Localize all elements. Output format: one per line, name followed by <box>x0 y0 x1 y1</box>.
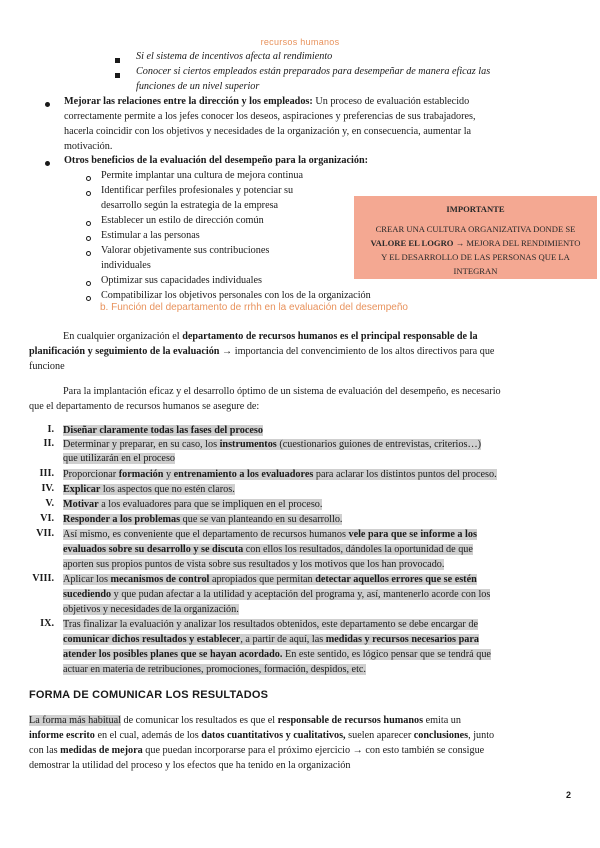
list-item: Así mismo, es conveniente que el departamento de recursos humanos vele para que se informe a los <box>63 529 477 540</box>
paragraph-line: funcione <box>29 361 65 372</box>
list-item: que utilizarán en el proceso <box>63 453 176 464</box>
circle-bullet-icon <box>86 176 91 181</box>
section-subheading: b. Función del departamento de rrhh en la evaluación del desempeño <box>100 302 408 313</box>
important-title: IMPORTANTE <box>446 204 505 214</box>
list-item: Determinar y preparar, en su caso, los instrumentos (cuestionarios guiones de entrevistas, criterios…) <box>63 439 482 450</box>
otros-title: Otros beneficios de la evaluación del desempeño para la organización: <box>64 155 369 166</box>
circle-bullet-icon <box>86 191 91 196</box>
roman-numeral: IV. <box>41 483 54 494</box>
circle-bullet-icon <box>86 281 91 286</box>
square-bullet-icon <box>115 73 120 78</box>
list-item: sucediendo y que pudan afectar a la utilidad y aceptación del programa y, así, mantenerlo acorde con los <box>63 589 491 600</box>
page-number: 2 <box>566 790 572 800</box>
list-item: Proporcionar formación y entrenamiento a los evaluadores para aclarar los distintos puntos del proceso. <box>63 469 497 480</box>
bullet-text: Conocer si ciertos empleados están preparados para desempeñar de manera eficaz las <box>136 66 491 77</box>
paragraph-line: planificación y seguimiento de la evaluación → importancia del convencimiento de los altos directivos para que <box>29 346 495 357</box>
circle-bullet-icon <box>86 296 91 301</box>
list-item: Valorar objetivamente sus contribuciones <box>101 245 270 256</box>
mejorar-paragraph: Mejorar las relaciones entre la dirección y los empleados: Un proceso de evaluación establecido <box>64 96 470 107</box>
roman-numeral: II. <box>43 438 54 449</box>
section-title: FORMA DE COMUNICAR LOS RESULTADOS <box>29 689 269 701</box>
paragraph-line: que el departamento de recursos humanos se asegure de: <box>29 401 260 412</box>
important-line: Y EL DESARROLLO DE LAS PERSONAS QUE LA <box>381 252 570 262</box>
circle-bullet-icon <box>86 251 91 256</box>
roman-numeral: III. <box>39 468 54 479</box>
list-item: evaluados sobre su desarrollo y se discuta con ellos los resultados, dándoles la oportunidad de que <box>63 544 473 555</box>
list-item: Estimular a las personas <box>101 230 200 241</box>
header-title: recursos humanos <box>260 37 340 47</box>
roman-numeral: VI. <box>40 513 54 524</box>
list-item: Aplicar los mecanismos de control apropiados que permitan detectar aquellos errores que se estén <box>63 574 477 585</box>
list-item: objetivos y necesidades de la organización. <box>63 604 239 615</box>
mejorar-line: hacerla coincidir con los objetivos y necesidades de la organización y, en consecuencia, aumentar la <box>64 126 472 137</box>
roman-numeral: VII. <box>36 528 54 539</box>
list-item: comunicar dichos resultados y establecer, a partir de aquí, las medidas y recursos necesarios para <box>63 634 479 645</box>
list-item: actuar en materia de retribuciones, promociones, formación, despidos, etc. <box>63 664 366 675</box>
roman-numeral: V. <box>45 498 54 509</box>
important-line: CREAR UNA CULTURA ORGANIZATIVA DONDE SE <box>375 224 576 234</box>
paragraph-line: demostrar la utilidad del proceso y los efectos que ha tenido en la organización <box>29 760 351 771</box>
list-item: Responder a los problemas que se van planteando en su desarrollo. <box>63 514 343 525</box>
list-item: individuales <box>101 260 151 271</box>
roman-numeral: VIII. <box>32 573 54 584</box>
roman-numeral: I. <box>47 424 54 435</box>
roman-numeral: IX. <box>40 618 54 629</box>
bullet-text: Si el sistema de incentivos afecta al rendimiento <box>136 51 333 62</box>
list-item: Identificar perfiles profesionales y potenciar su <box>101 185 294 196</box>
list-item: aporten sus propios puntos de vista sobre sus resultados y los motivos que los han provocado. <box>63 559 445 570</box>
paragraph-line: informe escrito en el cual, además de los datos cuantitativos y cualitativos, suelen aparecer conclusiones, junto <box>29 730 495 741</box>
bullet-dot-icon <box>45 161 50 166</box>
square-bullet-icon <box>115 58 120 63</box>
list-item: Explicar los aspectos que no estén claros. <box>63 484 235 495</box>
list-item: Optimizar sus capacidades individuales <box>101 275 262 286</box>
mejorar-title: Mejorar las relaciones entre la dirección y los empleados: <box>64 96 313 107</box>
important-line: VALORE EL LOGRO → MEJORA DEL RENDIMIENTO <box>370 238 581 248</box>
important-callout <box>354 196 597 279</box>
bullet-dot-icon <box>45 102 50 107</box>
paragraph-line: con las medidas de mejora que puedan incorporarse para el próximo ejercicio → con esto también se consigue <box>29 745 485 756</box>
circle-bullet-icon <box>86 236 91 241</box>
mejorar-line: motivación. <box>64 141 113 152</box>
bullet-text: funciones de un nivel superior <box>136 81 260 92</box>
list-item: Motivar a los evaluadores para que se impliquen en el proceso. <box>63 499 323 510</box>
important-line: INTEGRAN <box>453 266 498 276</box>
list-item: Establecer un estilo de dirección común <box>101 215 264 226</box>
mejorar-line: correctamente permite a los jefes conocer los deseos, aspiraciones y preferencias de sus trabajadores, <box>64 111 476 122</box>
list-item: Compatibilizar los objetivos personales con los de la organización <box>101 290 371 301</box>
list-item: Tras finalizar la evaluación y analizar los resultados obtenidos, este departamento se debe encargar de <box>63 619 478 630</box>
paragraph-line: Para la implantación eficaz y el desarrollo óptimo de un sistema de evaluación del desempeño, es necesario <box>63 386 501 397</box>
paragraph-line: La forma más habitual de comunicar los resultados es que el responsable de recursos humanos emita un <box>29 715 461 726</box>
circle-bullet-icon <box>86 221 91 226</box>
list-item: Diseñar claramente todas las fases del proceso <box>63 425 263 436</box>
paragraph-line: En cualquier organización el departamento de recursos humanos es el principal responsable de la <box>63 331 478 342</box>
list-item: atender los posibles planes que se hayan acordado. En este sentido, es lógico pensar que se tendrá que <box>63 649 491 660</box>
list-item: Permite implantar una cultura de mejora continua <box>101 170 303 181</box>
list-item: desarrollo según la estrategia de la empresa <box>101 200 279 211</box>
